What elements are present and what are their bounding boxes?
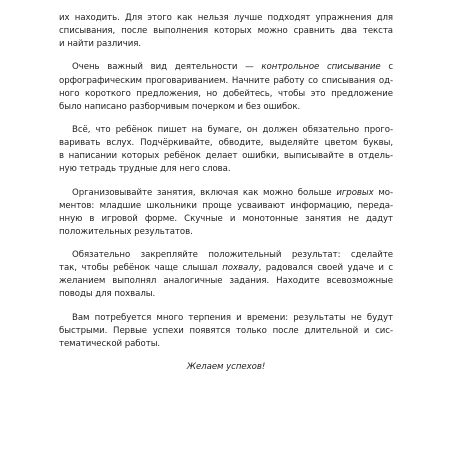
body-text xyxy=(59,12,393,351)
paragraph-3 xyxy=(59,124,393,176)
emphasized-term: контрольное списывание xyxy=(261,62,381,73)
closing-wish: Желаем успехов! xyxy=(186,362,266,373)
text-line xyxy=(59,200,393,213)
text-line xyxy=(59,101,393,114)
text-segment: списывания, после выполнения которых можно сравнить два текста xyxy=(59,26,393,37)
text-line xyxy=(59,288,393,301)
emphasized-term: игровых xyxy=(336,187,374,198)
text-line xyxy=(59,38,393,51)
text-segment: мо- xyxy=(373,187,393,198)
text-segment: варивать вслух. Подчёркивайте, обводите, выделяйте цветом буквы, xyxy=(59,138,393,149)
text-line xyxy=(59,124,393,137)
text-segment: поводы для похвалы. xyxy=(59,289,156,300)
text-segment: положительных результатов. xyxy=(59,226,193,237)
paragraph-5 xyxy=(59,249,393,301)
paragraph-6 xyxy=(59,312,393,351)
text-segment: с xyxy=(380,62,393,73)
text-line xyxy=(59,213,393,226)
text-segment: ного короткого предложения, но добейтесь, чтобы это предложение xyxy=(59,88,393,99)
text-line xyxy=(59,262,393,275)
text-segment: было написано разборчивым почерком и без ошибок. xyxy=(59,101,301,112)
text-line xyxy=(59,163,393,176)
emphasized-term: похвалу xyxy=(222,263,259,274)
text-segment: ную тетрадь трудные для него слова. xyxy=(59,164,231,175)
text-segment: Обязательно закрепляйте положительный результат: сделайте xyxy=(72,250,393,261)
text-segment: так, чтобы ребёнок чаще слышал xyxy=(59,263,223,274)
text-segment: Организовывайте занятия, включая как можно больше xyxy=(72,187,337,198)
text-segment: , радовался своей удаче и с xyxy=(258,263,393,274)
text-segment: их находить. Для этого как нельзя лучше подходят упражнения для xyxy=(59,13,393,23)
text-line xyxy=(59,275,393,288)
text-line xyxy=(59,325,393,338)
text-segment: ментов: младшие школьники проще усваивают информацию, переда- xyxy=(59,200,393,211)
paragraph-2 xyxy=(59,61,393,113)
document-page xyxy=(59,12,393,383)
text-line xyxy=(59,312,393,325)
text-segment: тематической работы. xyxy=(59,338,161,349)
text-segment: орфографическим проговариванием. Начните работу со списывания од- xyxy=(59,75,393,86)
text-segment: Очень важный вид деятельности — xyxy=(72,62,262,73)
text-line xyxy=(59,249,393,262)
paragraph-4 xyxy=(59,187,393,239)
text-line xyxy=(59,75,393,88)
text-line xyxy=(59,150,393,163)
text-segment: в написании которых ребёнок делает ошибки, выписывайте в отдель- xyxy=(59,151,393,162)
text-segment: Всё, что ребёнок пишет на бумаге, он должен обязательно прого- xyxy=(72,125,393,136)
text-line xyxy=(59,88,393,101)
text-segment: и найти различия. xyxy=(59,39,142,50)
text-line xyxy=(59,137,393,150)
text-line xyxy=(59,338,393,351)
text-line xyxy=(59,12,393,25)
text-line xyxy=(59,226,393,239)
text-segment: нную в игровой форме. Скучные и монотонные занятия не дадут xyxy=(59,213,393,224)
text-line xyxy=(59,187,393,200)
text-line xyxy=(59,25,393,38)
text-segment: желанием выполнял аналогичные задания. Находите всевозможные xyxy=(59,276,393,287)
text-segment: быстрыми. Первые успехи появятся только после длительной и сис- xyxy=(59,325,393,336)
text-line xyxy=(59,61,393,74)
paragraph-1 xyxy=(59,12,393,51)
text-segment: Вам потребуется много терпения и времени: результаты не будут xyxy=(72,312,393,323)
